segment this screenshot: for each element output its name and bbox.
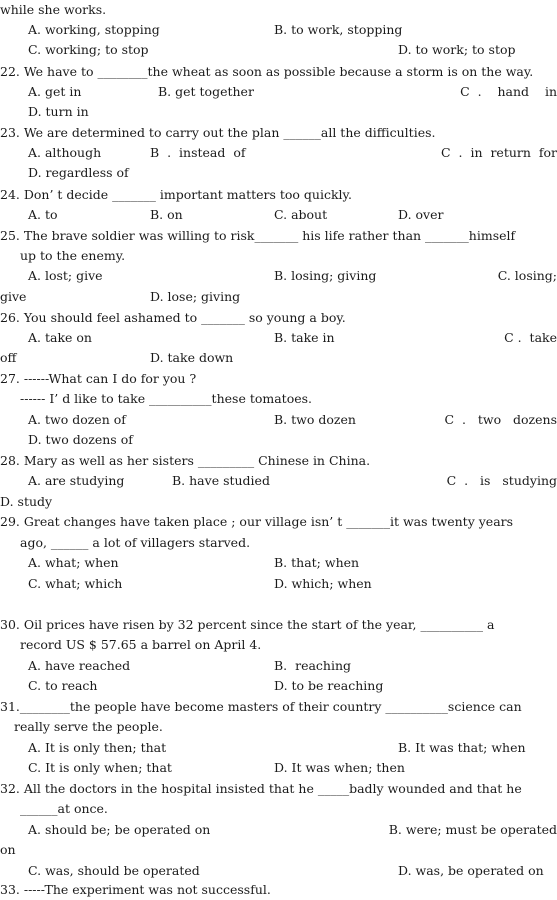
option-a [28, 410, 126, 430]
question-24 [0, 185, 352, 205]
question-text: 32. All the doctors in the hospital insisted that he _____badly wounded and that he [0, 781, 522, 796]
option-c-text: C. was, should be operated [28, 863, 200, 878]
line-text: really serve the people. [14, 719, 163, 734]
option-a-text: A. what; when [28, 555, 119, 570]
question-continuation [20, 246, 125, 266]
option-b [274, 328, 335, 348]
line-text: ------ I’ d like to take __________these tomatoes. [20, 391, 313, 406]
option-d-text: D. over [398, 207, 444, 222]
option-b-text: B. have studied [172, 473, 270, 488]
option-b-text: B. that; when [274, 555, 360, 570]
option-c [447, 471, 557, 491]
option-b [389, 820, 557, 840]
line-text: on [0, 842, 16, 857]
option-d-text: D. which; when [274, 576, 372, 591]
option-c-text: C. about [274, 207, 328, 222]
option-a-text: A. get in [28, 84, 82, 99]
question-32 [0, 779, 522, 799]
option-c-text: C. It is only when; that [28, 760, 172, 775]
question-continuation [0, 0, 106, 20]
option-c [28, 40, 149, 60]
question-text: 31.________the people have become masters of their country __________science can [0, 699, 522, 714]
question-30 [0, 615, 494, 635]
option-a [28, 328, 92, 348]
option-b-text: B. on [150, 207, 183, 222]
option-d [274, 574, 372, 594]
option-c [498, 266, 557, 286]
option-d-text: D. take down [150, 350, 234, 365]
option-a [28, 738, 166, 758]
question-text: 28. Mary as well as her sisters _________ Chinese in China. [0, 453, 371, 468]
option-a-text: A. lost; give [28, 268, 103, 283]
option-b-text: B . instead of [150, 145, 246, 160]
question-text: 23. We are determined to carry out the plan ______all the difficulties. [0, 125, 436, 140]
question-text: 22. We have to ________the wheat as soon as possible because a storm is on the way. [0, 64, 534, 79]
option-d-text: D. It was when; then [274, 760, 405, 775]
option-b-text: B. were; must be operated [388, 822, 557, 837]
question-text: 25. The brave soldier was willing to risk_______ his life rather than _______himself [0, 228, 516, 243]
option-c-text: C. losing; [497, 268, 557, 283]
option-a-text: A. two dozen of [28, 412, 126, 427]
option-a-text: A. take on [28, 330, 92, 345]
option-a [28, 266, 103, 286]
option-b [274, 410, 356, 430]
option-c-wrap [0, 348, 16, 368]
option-b-text: B. two dozen [274, 412, 356, 427]
line-text: record US $ 57.65 a barrel on April 4. [20, 637, 262, 652]
option-a [28, 656, 130, 676]
line-text: up to the enemy. [20, 248, 126, 263]
dialog-reply [20, 389, 312, 409]
option-c-text: C. what; which [28, 576, 123, 591]
option-a [28, 205, 58, 225]
option-a-text: A. working, stopping [28, 22, 160, 37]
option-d [28, 430, 133, 450]
question-text: 29. Great changes have taken place ; our village isn’ t _______it was twenty years [0, 514, 514, 529]
line-text: while she works. [0, 2, 107, 17]
option-b-text: B. get together [158, 84, 254, 99]
option-d-text: D. study [0, 494, 53, 509]
line-text: give [0, 289, 27, 304]
option-d [274, 676, 383, 696]
question-text: 26. You should feel ashamed to _______ so young a boy. [0, 310, 346, 325]
option-b [158, 82, 254, 102]
question-23 [0, 123, 435, 143]
option-d-text: D. regardless of [28, 165, 129, 180]
option-d [150, 287, 240, 307]
line-text: ______at once. [20, 801, 108, 816]
option-c [444, 410, 557, 430]
option-a-text: A. to [28, 207, 58, 222]
option-d-text: D. was, be operated on [398, 863, 544, 878]
option-c [504, 328, 557, 348]
option-c [28, 574, 122, 594]
option-b-text: B. to work, stopping [274, 22, 403, 37]
option-c [441, 143, 557, 163]
question-25 [0, 226, 515, 246]
question-text: 27. ------What can I do for you ? [0, 371, 197, 386]
option-d-text: D. turn in [28, 104, 89, 119]
question-text: 24. Don’ t decide _______ important matters too quickly. [0, 187, 352, 202]
question-27 [0, 369, 196, 389]
option-a [28, 553, 119, 573]
option-b [150, 205, 183, 225]
option-d [28, 102, 89, 122]
question-continuation [20, 533, 250, 553]
line-text: ago, ______ a lot of villagers starved. [20, 535, 251, 550]
option-c [274, 205, 327, 225]
option-c-text: C. working; to stop [28, 42, 149, 57]
option-d [398, 205, 443, 225]
option-a-text: A. should be; be operated on [28, 822, 211, 837]
option-a [28, 20, 160, 40]
question-22 [0, 62, 533, 82]
option-b [398, 738, 526, 758]
option-a-text: A. are studying [28, 473, 125, 488]
option-c-text: C . take [504, 330, 557, 345]
option-d-text: D. to be reaching [274, 678, 384, 693]
option-b-text: B. reaching [274, 658, 352, 673]
option-b-text: B. take in [274, 330, 335, 345]
option-b [274, 656, 351, 676]
option-d [28, 163, 129, 183]
option-d [0, 492, 52, 512]
option-a [28, 471, 124, 491]
option-b [274, 266, 376, 286]
option-a-text: A. It is only then; that [28, 740, 167, 755]
line-text: off [0, 350, 17, 365]
option-b [172, 471, 270, 491]
option-b-wrap [0, 840, 16, 860]
option-c-text: C. to reach [28, 678, 98, 693]
option-d [398, 40, 516, 60]
option-c-text: C . two dozens [444, 412, 557, 427]
option-c [460, 82, 557, 102]
option-c [28, 676, 97, 696]
option-d-text: D. two dozens of [28, 432, 133, 447]
question-continuation [20, 635, 261, 655]
option-b [150, 143, 246, 163]
option-d [274, 758, 405, 778]
option-c [28, 861, 200, 881]
option-a-text: A. although [28, 145, 102, 160]
option-b-text: B. losing; giving [274, 268, 377, 283]
option-b-text: B. It was that; when [398, 740, 526, 755]
question-continuation [20, 799, 108, 819]
option-c-wrap [0, 287, 26, 307]
option-a [28, 82, 81, 102]
question-text: 33. -----The experiment was not successful. [0, 882, 271, 897]
option-d [398, 861, 544, 881]
option-b [274, 20, 402, 40]
option-b [274, 553, 359, 573]
option-d [150, 348, 233, 368]
question-33 [0, 880, 271, 900]
question-continuation [14, 717, 163, 737]
question-28 [0, 451, 370, 471]
option-d-text: D. lose; giving [150, 289, 241, 304]
option-a [28, 820, 210, 840]
option-a [28, 143, 101, 163]
option-c [28, 758, 172, 778]
option-a-text: A. have reached [28, 658, 131, 673]
option-d-text: D. to work; to stop [398, 42, 516, 57]
question-text: 30. Oil prices have risen by 32 percent since the start of the year, __________ a [0, 617, 495, 632]
question-29 [0, 512, 513, 532]
option-c-text: C . is studying [446, 473, 557, 488]
option-c-text: C . in return for [441, 145, 557, 160]
question-26 [0, 308, 346, 328]
option-c-text: C . hand in [460, 84, 557, 99]
question-31 [0, 697, 522, 717]
